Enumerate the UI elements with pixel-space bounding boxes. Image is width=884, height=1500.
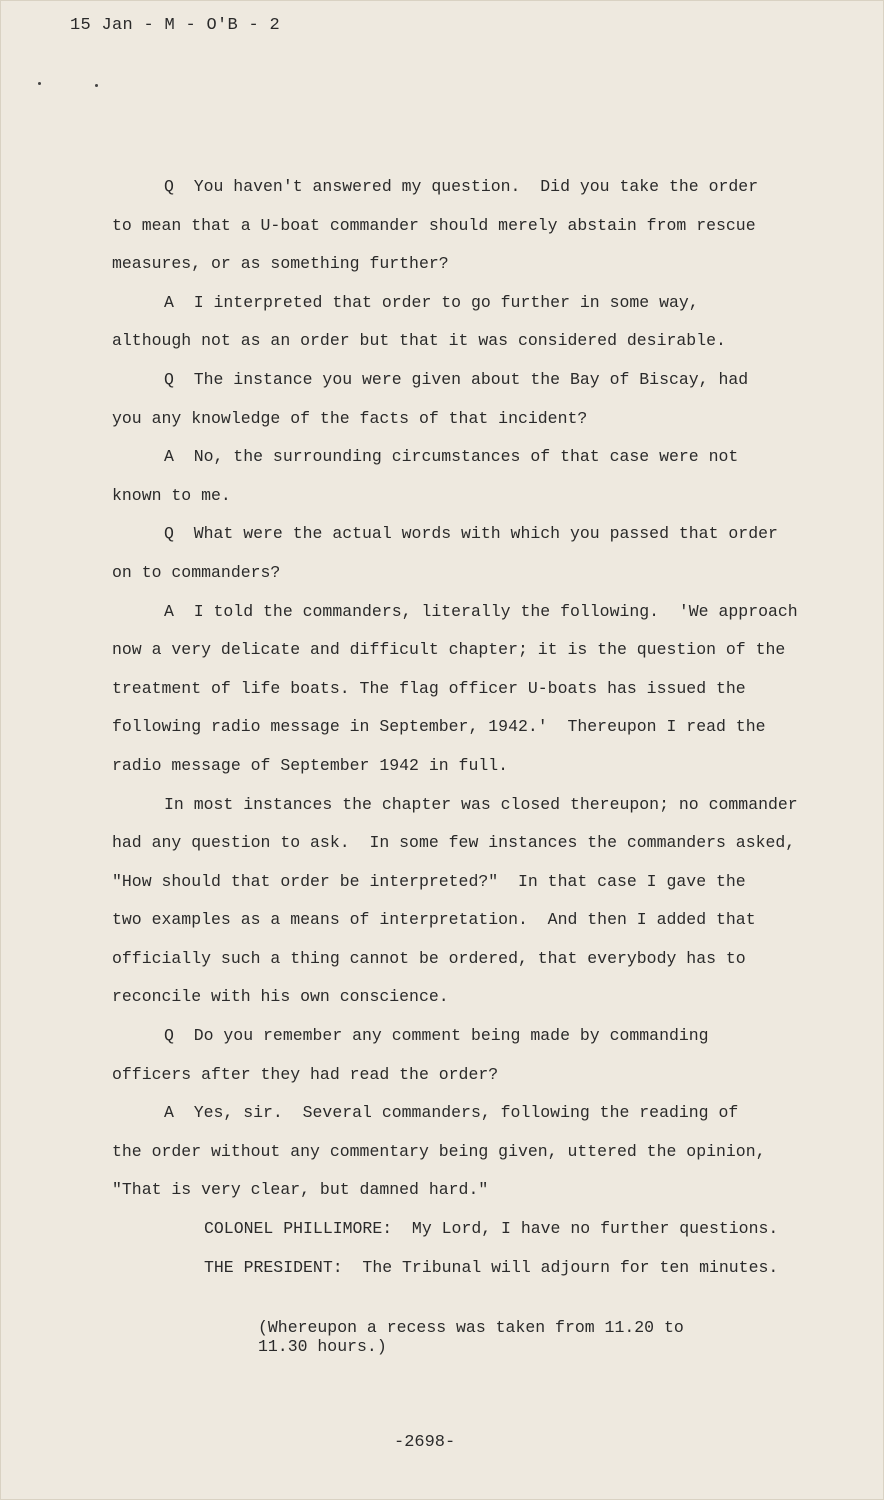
transcript-line: measures, or as something further? xyxy=(112,254,449,274)
transcript-line: "How should that order be interpreted?" In that case I gave the xyxy=(112,871,746,891)
transcript-line: now a very delicate and difficult chapter; it is the question of the xyxy=(112,640,786,660)
ink-speck xyxy=(95,84,98,87)
transcript-line: had any question to ask. In some few instances the commanders asked, xyxy=(112,833,796,853)
transcript-line: officially such a thing cannot be ordered, that everybody has to xyxy=(112,948,746,968)
transcript-body xyxy=(112,168,802,1287)
transcript-line: on to commanders? xyxy=(112,562,281,582)
transcript-line: In most instances the chapter was closed thereupon; no commander xyxy=(164,794,798,814)
page-header: 15 Jan - M - O'B - 2 xyxy=(70,16,281,35)
transcript-line: "That is very clear, but damned hard." xyxy=(112,1180,489,1200)
transcript-line: COLONEL PHILLIMORE: My Lord, I have no further questions. xyxy=(204,1219,779,1239)
transcript-line: officers after they had read the order? xyxy=(112,1064,499,1084)
transcript-line: Q You haven't answered my question. Did you take the order xyxy=(164,177,759,196)
transcript-line: radio message of September 1942 in full. xyxy=(112,755,509,775)
transcript-line: following radio message in September, 1942.' Thereupon I read the xyxy=(112,717,766,737)
transcript-line: A I told the commanders, literally the following. 'We approach xyxy=(164,601,798,621)
transcript-line: although not as an order but that it was considered desirable. xyxy=(112,331,726,351)
transcript-line: Q Do you remember any comment being made by commanding xyxy=(164,1026,709,1046)
transcript-line: Q The instance you were given about the Bay of Biscay, had xyxy=(164,369,749,389)
transcript-line: you any knowledge of the facts of that incident? xyxy=(112,408,588,428)
transcript-line: two examples as a means of interpretation. And then I added that xyxy=(112,910,756,930)
transcript-line: known to me. xyxy=(112,485,231,505)
recess-note: (Whereupon a recess was taken from 11.20 to 11.30 hours.) xyxy=(258,1318,684,1356)
transcript-line: treatment of life boats. The flag officer U-boats has issued the xyxy=(112,678,746,698)
transcript-line: the order without any commentary being given, uttered the opinion, xyxy=(112,1141,766,1161)
transcript-line: Q What were the actual words with which you passed that order xyxy=(164,524,778,544)
transcript-line: A I interpreted that order to go further in some way, xyxy=(164,292,699,312)
transcript-line: A Yes, sir. Several commanders, following the reading of xyxy=(164,1103,739,1123)
transcript-line: to mean that a U-boat commander should merely abstain from rescue xyxy=(112,215,756,235)
page-number: -2698- xyxy=(394,1433,456,1452)
transcript-line: THE PRESIDENT: The Tribunal will adjourn for ten minutes. xyxy=(204,1257,779,1277)
transcript-line: A No, the surrounding circumstances of that case were not xyxy=(164,447,739,467)
ink-speck xyxy=(38,82,41,85)
transcript-line: reconcile with his own conscience. xyxy=(112,987,449,1007)
